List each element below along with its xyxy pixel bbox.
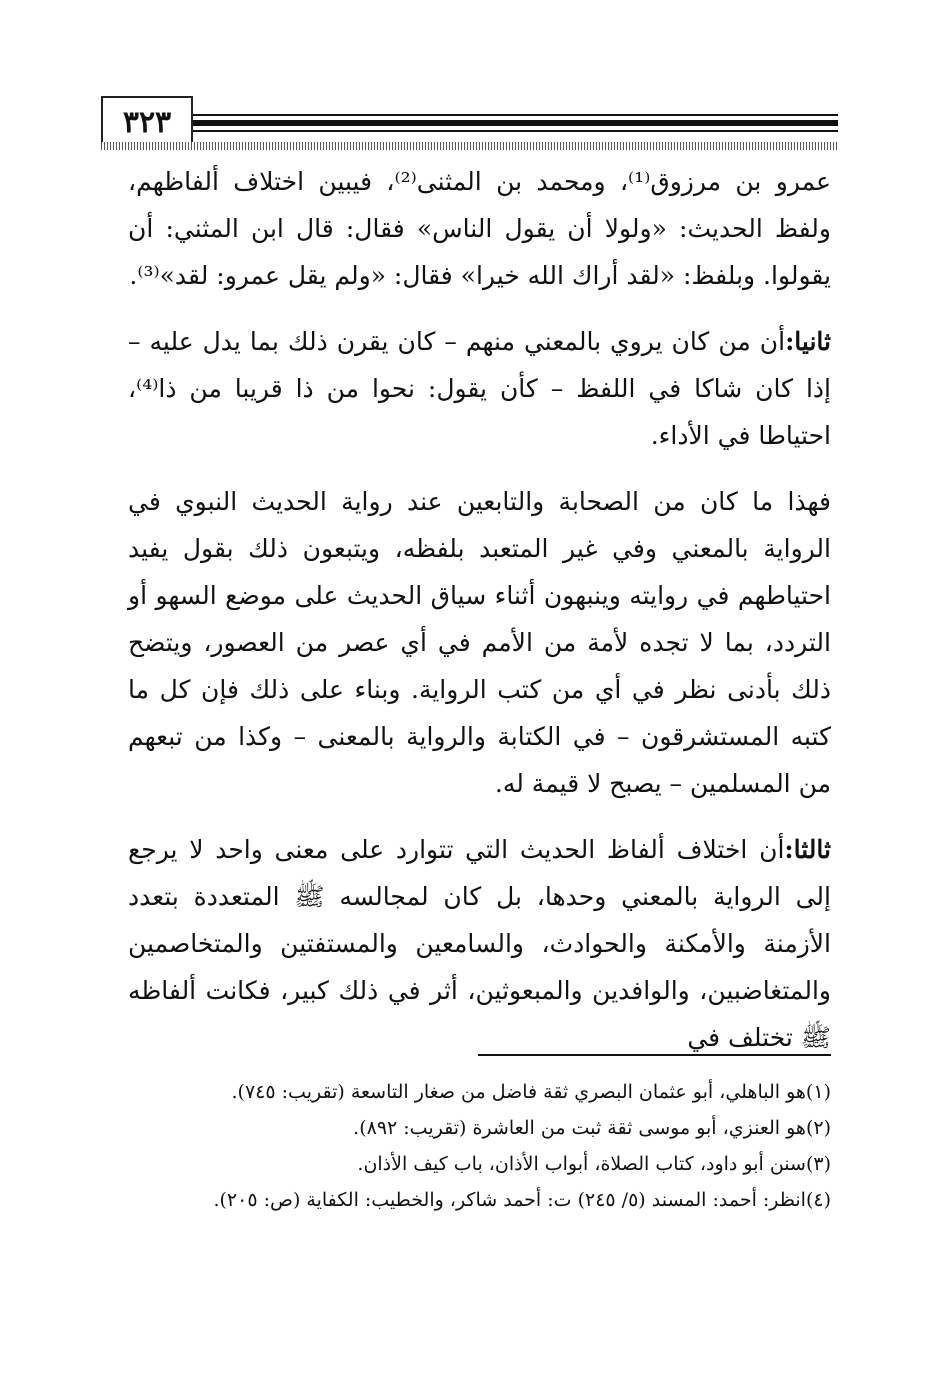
paragraph-text: أن اختلاف ألفاظ الحديث التي تتوارد على معنى واحد لا يرجع إلى الرواية بالمعني وحدها، بل كان لمجالسه ﷺ المتعددة بتعدد الأزمنة والأمكنة والحوادث، والسامعين والمستفتين والمتخاصمين والمتغاضبين، والوافدين والمبعوثين، أثر في ذلك كبير، فكانت ألفاظه ﷺ تختلف في — [128, 835, 831, 1052]
header-rule-bottom — [193, 130, 838, 132]
footnote-3: (٣)سنن أبو داود، كتاب الصلاة، أبواب الأذان، باب كيف الأذان. — [357, 1153, 831, 1175]
paragraph-text: عمرو بن مرزوق⁽¹⁾، ومحمد بن المثنى⁽²⁾، فيبين اختلاف ألفاظهم، ولفظ الحديث: «ولولا أن يقول الناس» فقال: قال ابن المثني: أن يقولوا. وبلفظ: «لقد أراك الله خيرا» فقال: «ولم يقل عمرو: لقد»⁽³⁾. — [128, 167, 831, 290]
footnotes — [128, 1074, 831, 1218]
footnote-1: (١)هو الباهلي، أبو عثمان البصري ثقة فاضل من صغار التاسعة (تقريب: ٧٤٥). — [231, 1081, 831, 1103]
header-hatch-decoration — [101, 142, 838, 150]
header-rule — [193, 120, 838, 126]
paragraph-2 — [128, 318, 831, 459]
paragraph-1 — [128, 158, 831, 299]
main-text — [128, 158, 831, 1080]
page-number — [101, 96, 193, 148]
paragraph-text: أن من كان يروي بالمعني منهم – كان يقرن ذلك بما يدل عليه – إذا كان شاكا في اللفظ – كأن يقول: نحوا من ذا قريبا من ذا⁽⁴⁾، احتياطا في الأداء. — [128, 327, 831, 450]
paragraph-lead: ثانيا: — [785, 327, 831, 356]
footnote-separator — [478, 1054, 831, 1056]
paragraph-text: فهذا ما كان من الصحابة والتابعين عند رواية الحديث النبوي في الرواية بالمعني وفي غير المتعبد بلفظه، ويتبعون ذلك بقول يفيد احتياطهم في روايته وينبهون أثناء سياق الحديث على موضع السهو أو التردد، بما لا تجده لأمة من الأمم في أي عصر من العصور، ويتضح ذلك بأدنى نظر في أي من كتب الرواية. وبناء على ذلك فإن كل ما كتبه المستشرقون – في الكتابة والرواية بالمعنى – وكذا من تبعهم من المسلمين – يصبح لا قيمة له. — [128, 487, 831, 798]
paragraph-4 — [128, 826, 831, 1061]
footnote-4: (٤)انظر: أحمد: المسند (٥/ ٢٤٥) ت: أحمد شاكر، والخطيب: الكفاية (ص: ٢٠٥). — [213, 1189, 831, 1211]
paragraph-lead: ثالثا: — [784, 835, 831, 864]
paragraph-3 — [128, 478, 831, 807]
footnote-2: (٢)هو العنزي، أبو موسى ثقة ثبت من العاشرة (تقريب: ٨٩٢). — [353, 1117, 831, 1139]
header-rule-top — [193, 114, 838, 116]
page-number-text: ٣٢٣ — [122, 104, 172, 140]
